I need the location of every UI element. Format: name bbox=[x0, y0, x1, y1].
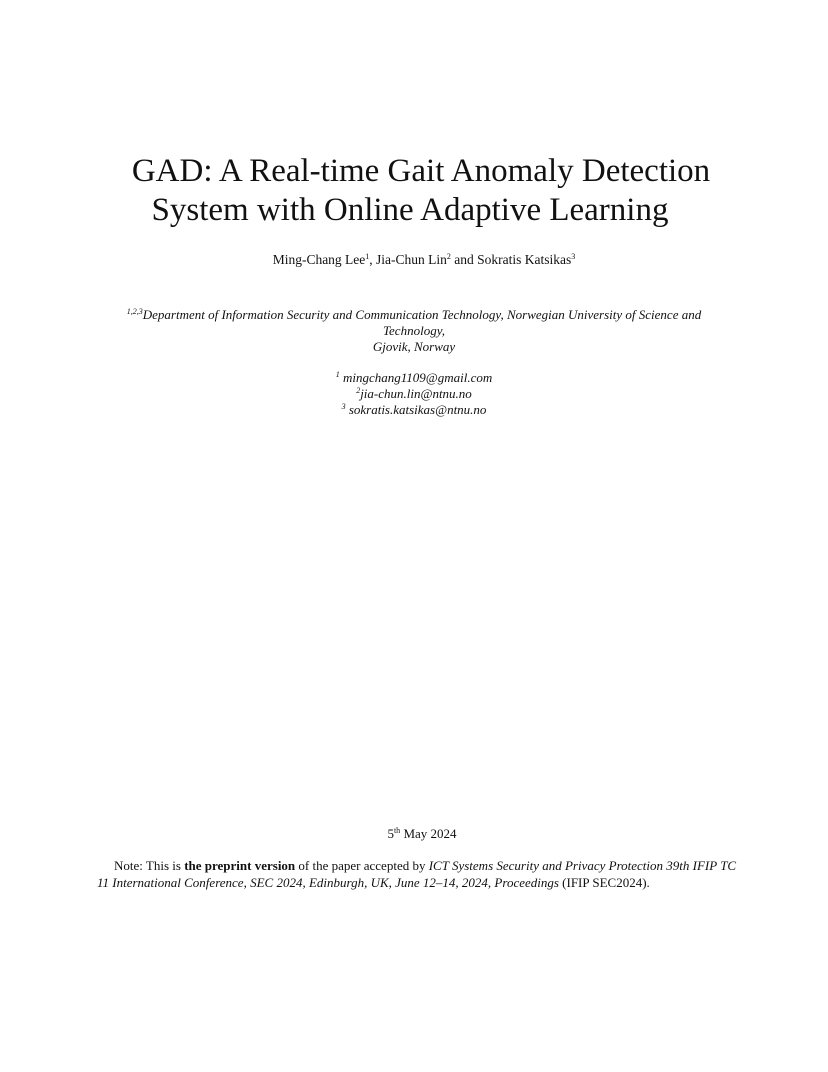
email-superscript: 2 bbox=[356, 386, 361, 395]
email-list bbox=[0, 370, 828, 418]
email-line bbox=[0, 402, 828, 418]
author-name: Jia-Chun Lin bbox=[376, 252, 447, 267]
author-name: Sokratis Katsikas bbox=[477, 252, 572, 267]
note-suffix: (IFIP SEC2024). bbox=[558, 875, 650, 890]
note-venue: ICT Systems Security and Privacy Protection 39th IFIP TC 11 International Conference, SEC 2024, Edinburgh, UK, June 12–14, 2024, Proceedings bbox=[97, 858, 737, 890]
author-superscript: 2 bbox=[446, 252, 451, 261]
note-bold: the preprint version bbox=[184, 858, 296, 873]
paper-title bbox=[0, 152, 828, 230]
email-address: sokratis.katsikas@ntnu.no bbox=[345, 402, 487, 417]
email-line bbox=[0, 386, 828, 402]
affiliation bbox=[100, 307, 728, 355]
author-superscript: 1 bbox=[365, 252, 370, 261]
email-address: jia-chun.lin@ntnu.no bbox=[360, 386, 472, 401]
author-separator: , bbox=[369, 252, 377, 267]
publication-date bbox=[8, 826, 828, 842]
preprint-note bbox=[97, 857, 737, 891]
author-superscript: 3 bbox=[571, 252, 576, 261]
title-line-1: GAD: A Real-time Gait Anomaly Detection bbox=[131, 153, 711, 189]
author-name: Ming-Chang Lee bbox=[272, 252, 366, 267]
date-rest: May 2024 bbox=[400, 826, 457, 841]
author-separator: and bbox=[450, 252, 478, 267]
title-line-2: System with Online Adaptive Learning bbox=[151, 192, 669, 228]
author-list bbox=[10, 252, 828, 268]
affiliation-superscript: 1,2,3 bbox=[126, 307, 143, 316]
email-superscript: 1 bbox=[335, 370, 340, 379]
affiliation-line-1 bbox=[100, 307, 728, 323]
affiliation-line-3: Gjovik, Norway bbox=[372, 339, 456, 354]
note-middle: of the paper accepted by bbox=[295, 858, 429, 873]
email-superscript: 3 bbox=[341, 402, 346, 411]
email-line bbox=[0, 370, 828, 386]
note-prefix: Note: This is bbox=[114, 858, 185, 873]
affiliation-line-2: Technology, bbox=[383, 323, 445, 338]
date-suffix: th bbox=[393, 826, 401, 835]
email-address: mingchang1109@gmail.com bbox=[339, 370, 493, 385]
date-day: 5 bbox=[387, 826, 394, 841]
affiliation-text: Department of Information Security and Communication Technology, Norwegian University of Science and bbox=[142, 307, 702, 322]
